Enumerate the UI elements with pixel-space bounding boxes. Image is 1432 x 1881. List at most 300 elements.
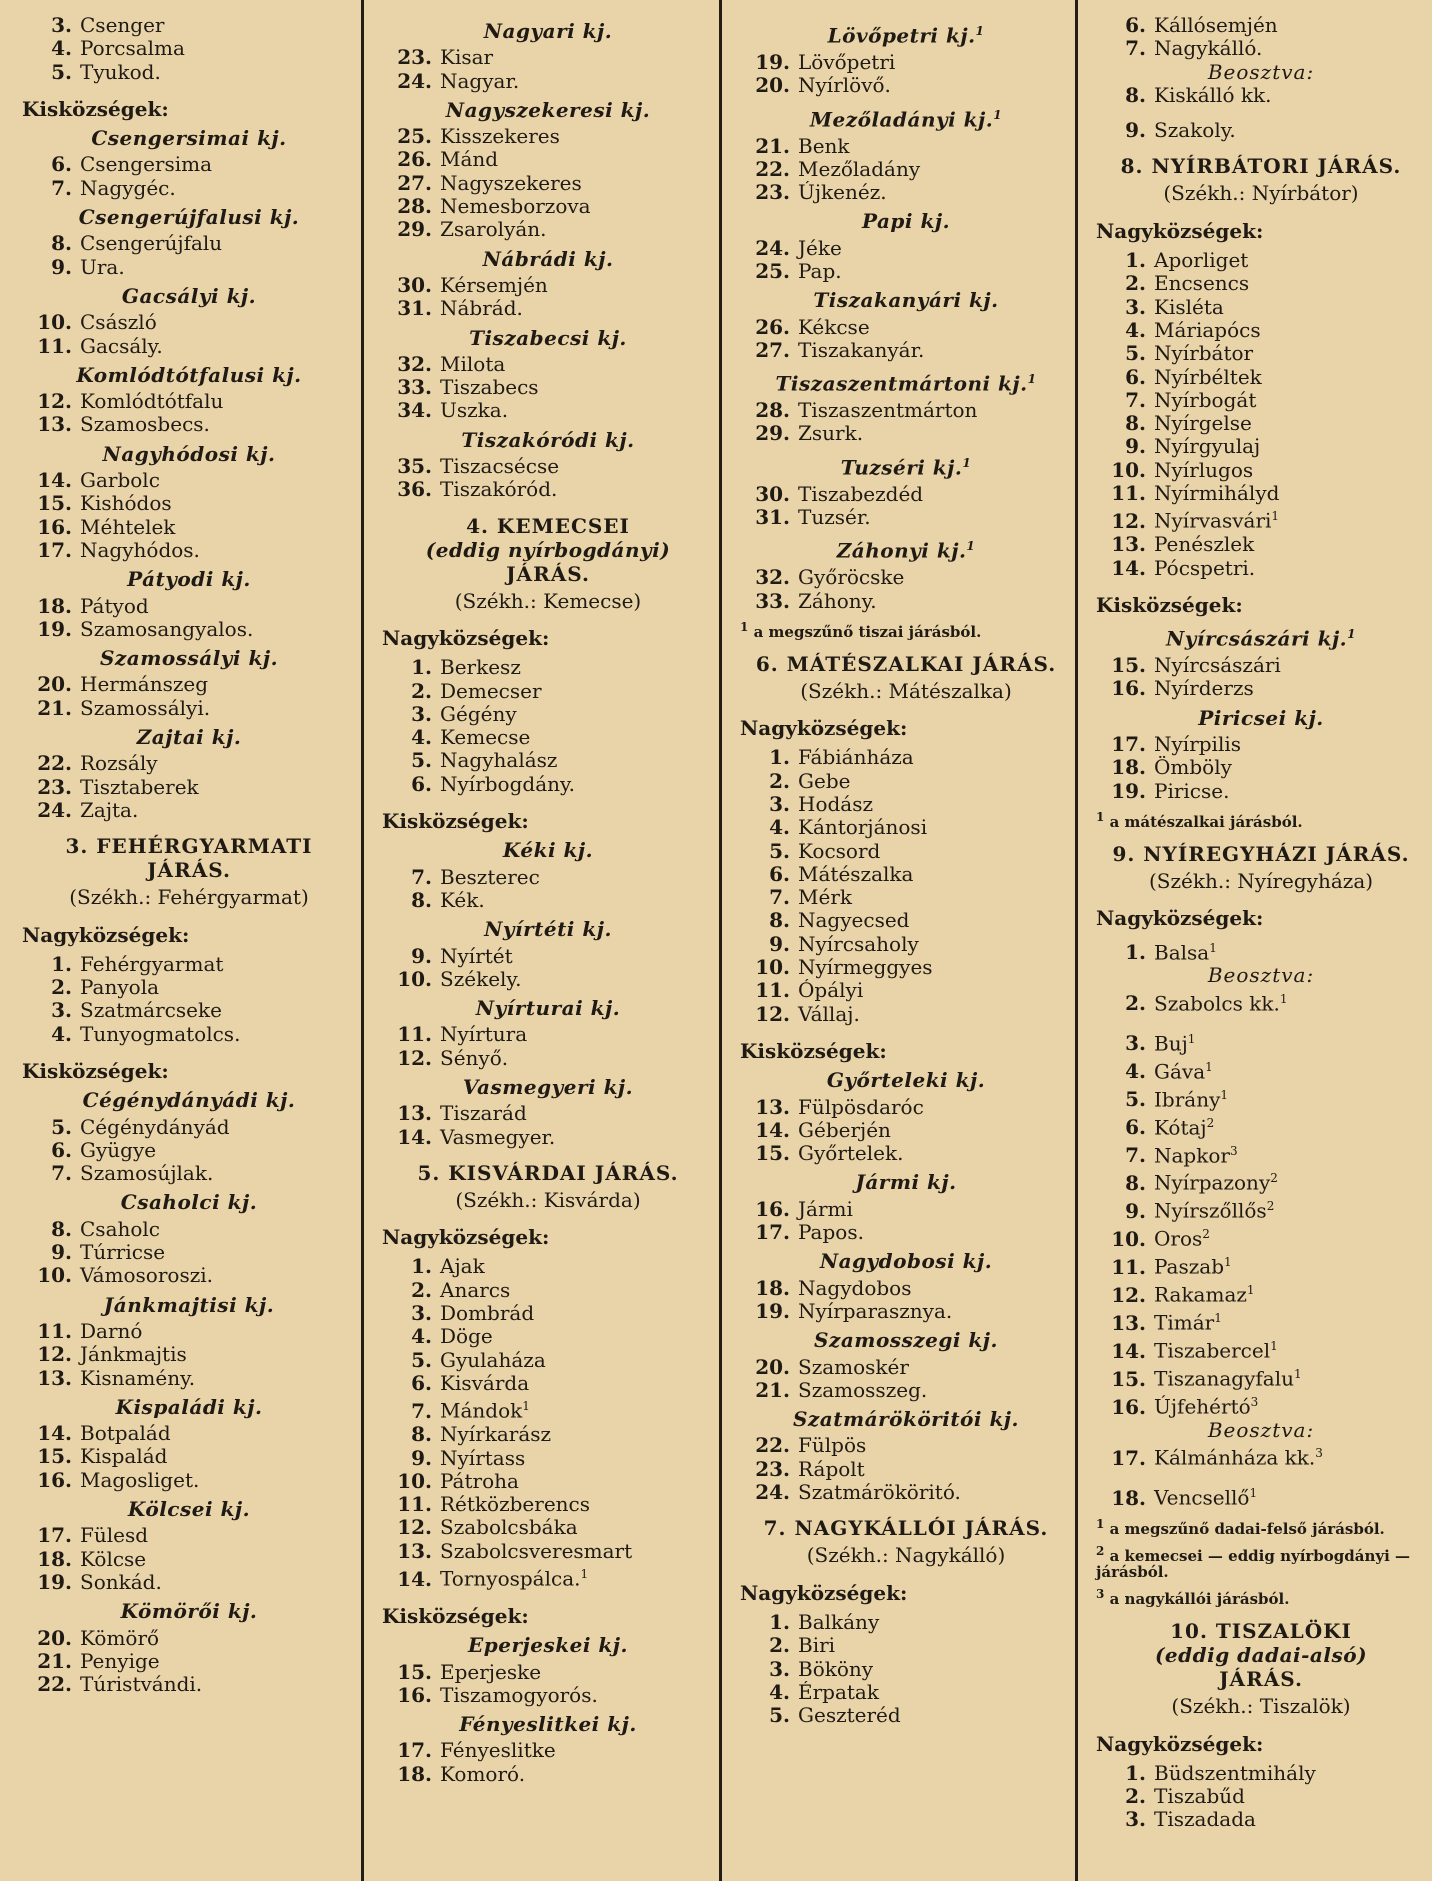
item-name: Milota — [440, 352, 506, 376]
item-number: 8. — [769, 909, 790, 933]
list-item — [740, 956, 1072, 979]
column-1 — [0, 0, 362, 1881]
item-name: Tiszacsécse — [440, 455, 560, 479]
item-number: 24. — [755, 1481, 790, 1505]
subdistrict-heading — [382, 429, 714, 452]
item-name: Biri — [798, 1634, 836, 1658]
item-name: Sonkád. — [80, 1570, 162, 1594]
list-item — [740, 863, 1072, 886]
subdistrict-title: Csaholci kj. — [120, 1190, 258, 1215]
item-number: 1. — [411, 656, 432, 680]
footnote-mark: 1 — [1205, 1059, 1213, 1074]
spacer — [1096, 107, 1426, 119]
item-number: 6. — [1125, 365, 1146, 389]
item-name: Fülpös — [798, 1434, 867, 1458]
subdistrict-title: Cégénydányádi kj. — [82, 1088, 296, 1113]
item-name: Nyírgelse — [1154, 412, 1252, 436]
item-name: Döge — [440, 1325, 493, 1349]
item-name: Gáva — [1154, 1059, 1206, 1084]
list-item — [1096, 319, 1426, 342]
item-name: Gyulaháza — [440, 1348, 546, 1372]
item-name: Magosliget. — [80, 1468, 200, 1492]
item-name: Szamossályi. — [80, 696, 211, 720]
item-name: Nyírmeggyes — [798, 956, 933, 980]
district-subtitle: (eddig dadai-alsó) — [1154, 1643, 1368, 1668]
list-item — [22, 153, 356, 176]
footnote-text: a kemecsei — eddig nyírbogdányi — járásból. — [1096, 1547, 1411, 1582]
list-item — [1096, 1056, 1426, 1084]
list-item — [382, 1516, 714, 1539]
item-number: 13. — [397, 1102, 432, 1126]
item-number: 8. — [51, 232, 72, 256]
list-item — [22, 14, 356, 37]
item-number: 25. — [755, 259, 790, 283]
item-name: Kisléta — [1154, 295, 1224, 319]
list-item — [22, 1320, 356, 1343]
subdistrict-title: Szatmárököritói kj. — [792, 1407, 1020, 1432]
item-number: 11. — [37, 1319, 72, 1343]
group-heading: Kisközségek: — [1096, 592, 1243, 617]
list-item — [22, 799, 356, 822]
list-item — [1096, 1084, 1426, 1112]
item-name: Kótaj — [1154, 1115, 1207, 1140]
subdistrict-heading — [22, 726, 356, 749]
item-number: 35. — [397, 455, 432, 479]
item-name: Záhony. — [798, 589, 877, 613]
subdistrict-heading — [740, 1408, 1072, 1431]
footnote-mark: 1 — [1027, 372, 1037, 387]
item-name: Garbolc — [80, 469, 160, 493]
item-number: 4. — [1125, 1059, 1146, 1084]
subdistrict-heading — [22, 1498, 356, 1521]
item-name: Kishódos — [80, 492, 172, 516]
subdistrict-heading — [22, 568, 356, 591]
subdistrict-heading — [382, 1634, 714, 1657]
subdistrict-heading — [740, 1329, 1072, 1352]
item-name: Géberjén — [798, 1118, 891, 1142]
item-number: 10. — [397, 967, 432, 991]
item-name: Szatmárcseke — [80, 999, 222, 1023]
list-item — [740, 1611, 1072, 1634]
item-number: 11. — [1111, 482, 1146, 506]
item-name: Ajak — [440, 1255, 485, 1279]
item-number: 7. — [1125, 37, 1146, 61]
item-name: Csengersima — [80, 153, 213, 177]
item-number: 7. — [411, 1398, 432, 1423]
item-number: 1. — [769, 746, 790, 770]
footnote-mark: 2 — [1266, 1199, 1275, 1214]
item-name: Szamosszeg. — [798, 1378, 928, 1402]
subdistrict-heading — [1096, 707, 1426, 730]
list-item — [22, 1445, 356, 1468]
item-name: Kántorjánosi — [798, 816, 928, 840]
subdistrict-title: Tuzséri kj. — [840, 455, 963, 480]
item-number: 13. — [1111, 533, 1146, 557]
list-item — [22, 697, 356, 720]
subdistrict-heading — [382, 1076, 714, 1099]
item-name: Zajta. — [80, 798, 139, 822]
district-title: 3. FEHÉRGYARMATI — [65, 834, 313, 859]
item-number: 3. — [1125, 1031, 1146, 1056]
item-number: 6. — [769, 862, 790, 886]
subdistrict-heading — [382, 248, 714, 271]
district-title: 4. KEMECSEI — [466, 513, 630, 538]
item-number: 9. — [769, 932, 790, 956]
district-title: 5. KISVÁRDAI JÁRÁS. — [417, 1160, 679, 1185]
list-item — [382, 376, 714, 399]
item-name: Győrtelek. — [798, 1142, 904, 1166]
list-item — [740, 979, 1072, 1002]
item-number: 30. — [397, 273, 432, 297]
list-item — [22, 232, 356, 255]
subdistrict-title: Nagyhódosi kj. — [102, 441, 276, 466]
item-name: Fábiánháza — [798, 746, 914, 770]
item-name: Tiszakóród. — [440, 478, 558, 502]
item-number: 3. — [1125, 1808, 1146, 1832]
list-item — [22, 390, 356, 413]
footnote-mark: 1 — [1220, 1087, 1229, 1102]
item-name: Cégénydányád — [80, 1115, 230, 1139]
list-item — [22, 1139, 356, 1162]
list-item — [382, 218, 714, 241]
list-item — [382, 680, 714, 703]
list-item — [740, 793, 1072, 816]
footnote-mark: 3 — [1250, 1395, 1259, 1410]
list-item — [382, 1126, 714, 1149]
column-2 — [362, 0, 720, 1881]
item-number: 23. — [397, 46, 432, 70]
footnote-text: a mátészalkai járásból. — [1109, 812, 1303, 831]
item-number: 12. — [37, 1343, 72, 1367]
list-item — [1096, 272, 1426, 295]
item-number: 1. — [1125, 249, 1146, 273]
subdistrict-heading — [382, 997, 714, 1020]
item-name: Encsencs — [1154, 272, 1250, 296]
list-item — [382, 46, 714, 69]
item-number: 27. — [397, 171, 432, 195]
item-name: Nyírvasvári — [1154, 509, 1272, 533]
item-number: 23. — [755, 1457, 790, 1481]
item-number: 2. — [411, 679, 432, 703]
item-number: 21. — [755, 1378, 790, 1402]
list-item — [382, 1395, 714, 1423]
item-number: 13. — [37, 1366, 72, 1390]
item-name: Balkány — [798, 1610, 880, 1634]
list-item — [22, 492, 356, 515]
subdistrict-title: Nagyszekeresi kj. — [445, 97, 651, 122]
district-title: 9. NYÍREGYHÁZI JÁRÁS. — [1112, 841, 1410, 866]
subdistrict-title: Tiszakanyári kj. — [813, 288, 999, 313]
item-name: Papos. — [798, 1221, 864, 1245]
list-item — [22, 1218, 356, 1241]
item-number: 6. — [411, 1371, 432, 1395]
list-item — [740, 1356, 1072, 1379]
item-number: 11. — [1111, 1255, 1146, 1279]
item-name: Anarcs — [440, 1278, 511, 1302]
list-item — [1096, 435, 1426, 458]
item-name: Kömörő — [80, 1626, 160, 1650]
list-item — [22, 752, 356, 775]
item-number: 33. — [755, 589, 790, 613]
item-number: 32. — [755, 566, 790, 590]
list-item — [740, 316, 1072, 339]
assigned-label: Beosztva: — [1207, 1418, 1315, 1443]
item-number: 1. — [1125, 940, 1146, 965]
item-number: 7. — [1125, 388, 1146, 412]
list-item — [1096, 533, 1426, 556]
item-name: Nagyhódos. — [80, 538, 200, 562]
list-item — [1096, 1167, 1426, 1195]
list-item — [740, 590, 1072, 613]
item-name: Nyírpilis — [1154, 733, 1242, 757]
item-number: 12. — [1111, 1282, 1146, 1307]
item-name: Oros — [1154, 1227, 1203, 1252]
item-name: Tiszamogyorós. — [440, 1683, 598, 1707]
list-item — [382, 968, 714, 991]
item-number: 16. — [37, 1468, 72, 1492]
column-rule — [719, 0, 722, 1881]
list-item — [740, 339, 1072, 362]
footnote-mark: 2 — [1270, 1171, 1278, 1186]
item-name: Lövőpetri — [798, 50, 896, 74]
item-name: Rozsály — [80, 752, 158, 776]
item-name: Méhtelek — [80, 515, 176, 539]
subdistrict-title: Gacsályi kj. — [121, 283, 257, 308]
item-number: 23. — [37, 775, 72, 799]
item-number: 8. — [51, 1217, 72, 1241]
item-name: Csaholc — [80, 1217, 161, 1241]
list-item — [22, 1650, 356, 1673]
item-name: Nyírszőllős — [1154, 1199, 1267, 1224]
item-number: 5. — [1125, 342, 1146, 366]
item-name: Nyírcsászári — [1154, 654, 1281, 678]
item-number: 3. — [769, 793, 790, 816]
item-number: 10. — [37, 1264, 72, 1288]
list-item — [740, 1096, 1072, 1119]
item-name: Nyírbéltek — [1154, 365, 1262, 389]
item-number: 13. — [1111, 1310, 1146, 1335]
district-title: 7. NAGYKÁLLÓI JÁRÁS. — [763, 1516, 1049, 1541]
list-item — [740, 422, 1072, 445]
list-item — [1096, 37, 1426, 60]
subdistrict-title: Kispaládi kj. — [115, 1394, 263, 1419]
item-name: Pátroha — [440, 1469, 519, 1493]
list-item — [740, 1379, 1072, 1402]
list-item — [1096, 119, 1426, 142]
item-number: 4. — [411, 1325, 432, 1349]
list-item — [382, 125, 714, 148]
item-number: 2. — [51, 976, 72, 1000]
list-item — [740, 770, 1072, 793]
item-name: Bököny — [798, 1657, 874, 1681]
footnote — [1096, 809, 1426, 830]
subdistrict-heading — [740, 452, 1072, 480]
list-item — [382, 1763, 714, 1786]
item-name: Nyírbogdány. — [440, 772, 576, 796]
list-item — [1096, 1482, 1426, 1510]
item-name: Győröcske — [798, 566, 905, 590]
item-name: Érpatak — [798, 1680, 879, 1704]
item-number: 33. — [397, 376, 432, 400]
item-number: 19. — [755, 1299, 790, 1323]
item-number: 15. — [37, 492, 72, 516]
item-name: Tiszakanyár. — [798, 338, 925, 362]
item-number: 9. — [1125, 435, 1146, 459]
district-seat: (Székh.: Nyíregyháza) — [1148, 868, 1374, 893]
subdistrict-heading — [740, 289, 1072, 312]
list-item — [22, 256, 356, 279]
item-name: Csenger — [80, 14, 165, 37]
item-name: Fehérgyarmat — [80, 952, 224, 976]
item-name: Tiszabűd — [1154, 1785, 1245, 1809]
subdistrict-title: Zajtai kj. — [136, 725, 242, 750]
subdistrict-title: Nábrádi kj. — [482, 246, 614, 271]
district-seat: (Székh.: Nyírbátor) — [1163, 181, 1359, 206]
item-number: 14. — [37, 1422, 72, 1446]
item-name: Komlódtótfalu — [80, 390, 224, 414]
list-item — [22, 1548, 356, 1571]
list-item — [1096, 654, 1426, 677]
subdistrict-heading — [740, 1069, 1072, 1092]
district-heading — [1096, 154, 1426, 178]
footnote-mark: 2 — [1202, 1227, 1210, 1242]
item-name: Szamosangyalos. — [80, 617, 254, 641]
footnote-mark: 1 — [1209, 940, 1217, 955]
list-item — [382, 1661, 714, 1684]
list-item — [382, 1302, 714, 1325]
item-number: 26. — [755, 315, 790, 339]
footnote-mark: 1 — [1279, 991, 1288, 1006]
footnote-mark: 1 — [1347, 627, 1357, 642]
item-number: 2. — [411, 1278, 432, 1302]
item-number: 18. — [1111, 1485, 1146, 1510]
list-item — [1096, 677, 1426, 700]
item-number: 23. — [755, 181, 790, 205]
item-name: Tiszabercel — [1154, 1338, 1271, 1363]
footnote — [1096, 1516, 1426, 1537]
subdistrict-title: Pátyodi kj. — [127, 567, 251, 592]
item-name: Beszterec — [440, 865, 540, 889]
district-title: 10. TISZALÖKI — [1170, 1619, 1352, 1644]
item-name: Nyírgyulaj — [1154, 435, 1261, 459]
item-number: 18. — [37, 594, 72, 618]
item-name: Kisszekeres — [440, 125, 560, 149]
list-item — [22, 618, 356, 641]
item-number: 12. — [1111, 509, 1146, 533]
district-seat: (Székh.: Kemecse) — [454, 588, 642, 613]
assigned-label: Beosztva: — [1207, 963, 1315, 988]
list-item — [22, 1023, 356, 1046]
list-item — [740, 74, 1072, 97]
list-item — [22, 976, 356, 999]
item-name: Benk — [798, 134, 850, 158]
item-number: 17. — [1111, 733, 1146, 757]
list-item — [22, 953, 356, 976]
item-name: Jármi — [798, 1197, 853, 1221]
item-number: 4. — [51, 37, 72, 61]
item-number: 4. — [411, 726, 432, 750]
item-number: 32. — [397, 352, 432, 376]
list-item — [382, 1102, 714, 1125]
item-name: Kisvárda — [440, 1371, 530, 1395]
list-item — [1096, 366, 1426, 389]
list-item — [740, 909, 1072, 932]
item-name: Nyírcsaholy — [798, 932, 919, 956]
item-number: 8. — [411, 888, 432, 912]
item-name: Nyírmihályd — [1154, 482, 1280, 506]
item-name: Kölcse — [80, 1547, 147, 1571]
subdistrict-title: Komlódtótfalusi kj. — [76, 362, 302, 387]
subdistrict-title: Kömörői kj. — [120, 1599, 258, 1624]
list-item — [382, 773, 714, 796]
item-name: Újfehértó — [1154, 1394, 1251, 1419]
subdistrict-heading — [22, 364, 356, 387]
item-name: Nagyar. — [440, 69, 520, 93]
item-name: Mátészalka — [798, 862, 914, 886]
subdistrict-title: Tiszabecsi kj. — [469, 325, 627, 350]
item-name: Pócspetri. — [1154, 556, 1256, 580]
item-number: 2. — [769, 1634, 790, 1658]
item-name: Gégény — [440, 702, 517, 726]
item-number: 10. — [397, 1469, 432, 1493]
subdistrict-heading — [22, 1191, 356, 1214]
item-number: 7. — [411, 865, 432, 889]
list-item — [22, 1343, 356, 1366]
list-item — [22, 1162, 356, 1185]
footnote-mark: 1 — [975, 24, 985, 38]
item-name: Vencsellő — [1154, 1485, 1250, 1510]
item-name: Máriapócs — [1154, 318, 1261, 342]
list-item — [382, 195, 714, 218]
subdistrict-heading — [22, 647, 356, 670]
item-name: Geszteréd — [798, 1704, 901, 1728]
list-item — [382, 148, 714, 171]
list-item — [1096, 249, 1426, 272]
item-number: 6. — [51, 1138, 72, 1162]
item-number: 11. — [397, 1023, 432, 1047]
group-heading: Nagyközségek: — [740, 716, 908, 741]
item-name: Rétközberencs — [440, 1493, 591, 1517]
list-item — [22, 1673, 356, 1696]
item-number: 7. — [51, 1162, 72, 1186]
subdistrict-title: Fényeslitkei kj. — [459, 1712, 637, 1737]
item-name: Szabolcs kk. — [1154, 991, 1280, 1016]
list-item — [22, 413, 356, 436]
list-item — [22, 61, 356, 84]
footnote-mark: 1 — [1293, 1367, 1302, 1382]
subdistrict-title: Kölcsei kj. — [127, 1497, 251, 1522]
subdistrict-title: Vasmegyeri kj. — [462, 1074, 634, 1099]
list-item — [382, 889, 714, 912]
item-number: 17. — [755, 1221, 790, 1245]
list-item — [740, 1003, 1072, 1026]
subdistrict-heading — [22, 127, 356, 150]
item-number: 28. — [755, 399, 790, 423]
list-item — [382, 1023, 714, 1046]
list-item — [382, 353, 714, 376]
list-item — [740, 1658, 1072, 1681]
list-item — [740, 483, 1072, 506]
item-number: 2. — [1125, 1785, 1146, 1809]
list-item — [740, 1142, 1072, 1165]
item-number: 14. — [755, 1118, 790, 1142]
subdistrict-heading — [22, 443, 356, 466]
district-seat: (Székh.: Kisvárda) — [455, 1187, 641, 1212]
item-number: 20. — [37, 673, 72, 697]
subdistrict-title: Jánkmajtisi kj. — [103, 1292, 275, 1317]
list-item — [740, 1634, 1072, 1657]
item-number: 28. — [397, 195, 432, 219]
